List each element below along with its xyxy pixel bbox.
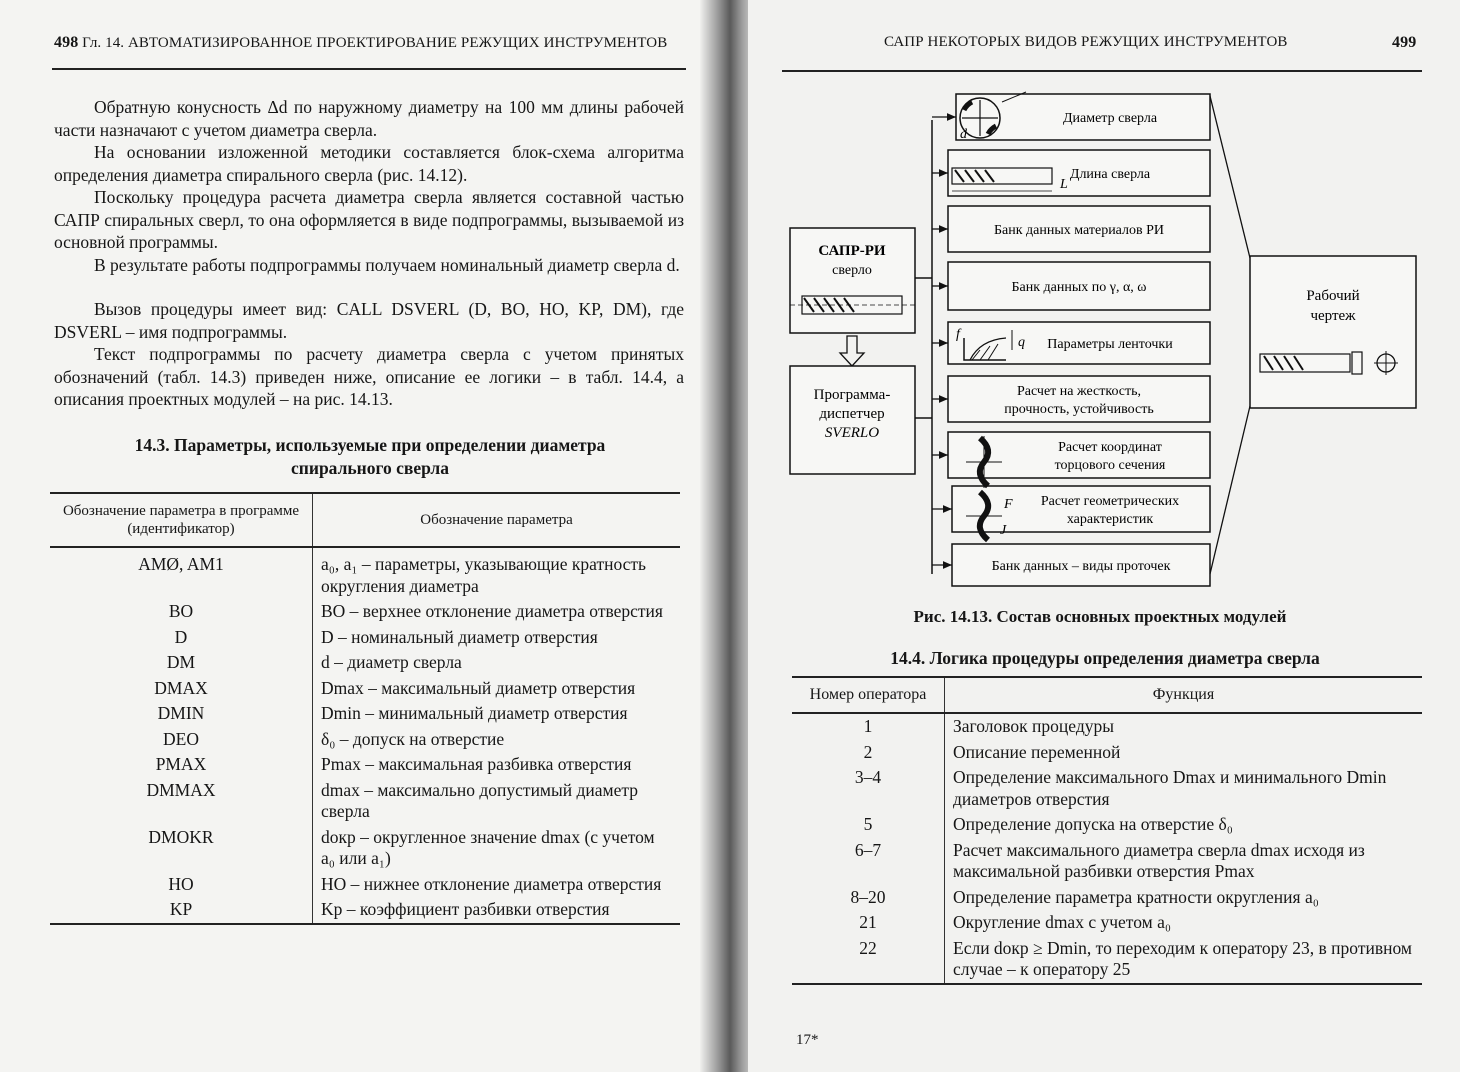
param-id: DMMAX	[50, 778, 313, 825]
table-row	[50, 701, 680, 727]
parameters-table	[50, 492, 680, 925]
left-page	[0, 0, 712, 1072]
table-row	[792, 910, 1422, 936]
operator-function: Определение параметра кратности округления a₀	[953, 886, 1319, 907]
down-arrow-icon	[840, 336, 864, 366]
header-rule	[782, 70, 1422, 72]
param-id: KP	[50, 897, 313, 924]
table-row	[792, 713, 1422, 740]
param-id: AMØ, AM1	[50, 547, 313, 599]
operator-number: 5	[792, 812, 945, 838]
table-row	[792, 885, 1422, 911]
param-description: d – диаметр сверла	[321, 652, 462, 672]
table-row	[792, 812, 1422, 838]
converge-line	[1210, 96, 1250, 574]
param-description: Pmax – максимальная разбивка отверстия	[321, 754, 632, 774]
module-label: Расчет геометрических характеристик	[1040, 494, 1180, 527]
dispatcher-label: диспетчер	[819, 406, 885, 422]
module-label: Длина сверла	[1069, 167, 1151, 182]
operator-function: Определение допуска на отверстие δ₀	[953, 814, 1233, 834]
left-running-header	[54, 34, 667, 52]
label-f: f	[956, 327, 960, 342]
sapr-label: САПР-РИ	[818, 243, 886, 259]
param-id: DMIN	[50, 701, 313, 727]
paragraph: Обратную конусность Δd по наружному диаметру на 100 мм длины рабочей части назначают с учетом диаметра сверла.	[54, 97, 684, 140]
param-description: dmax – максимально допустимый диаметр сверла	[321, 779, 638, 821]
table-row	[792, 740, 1422, 766]
param-id: PMAX	[50, 752, 313, 778]
paragraph: Текст подпрограммы по расчету диаметра сверла с учетом принятых обозначений (табл. 14.3) приведен ниже, описание ее логики – в табл. 14.4, а описания проектных модулей – на рис. 14.13.	[54, 344, 684, 409]
operator-function: Расчет максимального диаметра сверла dmax исходя из максимальной разбивки отверстия Pmax	[953, 839, 1365, 881]
dispatcher-label: SVERLO	[824, 425, 880, 441]
table-header: Обозначение параметра	[313, 493, 681, 547]
operator-function: Округление dmax с учетом a₀	[953, 912, 1171, 932]
operator-function: Заголовок процедуры	[953, 716, 1114, 736]
module-label: Банк данных по γ, α, ω	[1011, 280, 1147, 295]
param-id: D	[50, 625, 313, 651]
module-label: Банк данных материалов РИ	[993, 223, 1165, 238]
paragraph: Поскольку процедура расчета диаметра сверла является составной частью САПР спиральных сверл, то она оформляется в виде подпрограммы, вызываемой из основной программы.	[54, 187, 684, 252]
page-number-right: 499	[1392, 34, 1417, 51]
page-number-right-wrap	[1392, 34, 1416, 52]
module-label: Расчет на жесткость, прочность, устойчивость	[1004, 384, 1154, 417]
param-description: δ₀ – допуск на отверстие	[321, 728, 505, 749]
label-L: L	[1060, 177, 1068, 192]
paragraph: На основании изложенной методики составляется блок-схема алгоритма определения диаметра спирального сверла (рис. 14.12).	[54, 142, 684, 185]
page-footer-signature: 17*	[796, 1032, 819, 1048]
table-row	[50, 650, 680, 676]
operator-function: Если dокр ≥ Dmin, то переходим к оператору 23, в противном случае – к оператору 25	[953, 937, 1412, 979]
operator-number: 8–20	[792, 885, 945, 911]
operator-number: 21	[792, 910, 945, 936]
right-running-header	[884, 34, 1288, 51]
drawing-label: чертеж	[1310, 308, 1356, 324]
table-header: Функция	[945, 677, 1423, 713]
param-description: HO – нижнее отклонение диаметра отверстия	[321, 873, 662, 894]
table-row	[50, 547, 680, 599]
param-description: a₀, a₁ – параметры, указывающие кратность округления диаметра	[321, 554, 647, 596]
figure-caption: Рис. 14.13. Состав основных проектных модулей	[913, 607, 1287, 626]
param-description: Dmax – максимальный диаметр отверстия	[321, 677, 636, 698]
table-header: Номер оператора	[792, 677, 945, 713]
param-id: DM	[50, 650, 313, 676]
table-row	[50, 872, 680, 898]
label-J: J	[1000, 523, 1007, 538]
label-d: d	[960, 127, 967, 142]
operator-number: 3–4	[792, 765, 945, 812]
dispatcher-label: Программа-	[813, 387, 891, 403]
param-id: BO	[50, 599, 313, 625]
table-row	[50, 825, 680, 872]
table-row	[792, 838, 1422, 885]
param-id: DMOKR	[50, 825, 313, 872]
paragraph: Вызов процедуры имеет вид: CALL DSVERL (D, BO, HO, KP, DM), где DSVERL – имя подпрограммы.	[54, 299, 684, 342]
param-id: DEO	[50, 727, 313, 753]
operator-function: Описание переменной	[953, 741, 1121, 762]
label-q: q	[1018, 335, 1025, 350]
param-id: HO	[50, 872, 313, 898]
param-id: DMAX	[50, 676, 313, 702]
table-row	[50, 778, 680, 825]
drawing-box	[1250, 256, 1416, 408]
operator-number: 2	[792, 740, 945, 766]
chapter-title: Гл. 14. АВТОМАТИЗИРОВАННОЕ ПРОЕКТИРОВАНИЕ РЕЖУЩИХ ИНСТРУМЕНТОВ	[82, 35, 668, 51]
param-description: Dmin – минимальный диаметр отверстия	[321, 703, 628, 723]
table-header: Обозначение параметра в программе (идентификатор)	[50, 493, 313, 547]
module-label: Расчет координат торцового сечения	[1054, 440, 1166, 473]
operator-number: 1	[792, 713, 945, 740]
param-description: Kр – коэффициент разбивки отверстия	[321, 899, 610, 919]
table-row	[50, 676, 680, 702]
param-description: BO – верхнее отклонение диаметра отверстия	[321, 601, 663, 621]
section-title: САПР НЕКОТОРЫХ ВИДОВ РЕЖУЩИХ ИНСТРУМЕНТОВ	[884, 34, 1288, 50]
page-number-left: 498	[54, 34, 79, 51]
table-row	[792, 936, 1422, 984]
header-rule	[52, 68, 686, 70]
table-row	[792, 765, 1422, 812]
operator-function: Определение максимального Dmax и минимального Dmin диаметров отверстия	[953, 767, 1387, 809]
module-diagram	[780, 88, 1420, 588]
module-label: Диаметр сверла	[1062, 111, 1158, 126]
table-row	[50, 599, 680, 625]
label-F: F	[1004, 497, 1013, 512]
table-caption: 14.4. Логика процедуры определения диаметра сверла	[890, 648, 1320, 668]
param-description: dокр – округленное значение dmax (с учетом a₀ или a₁)	[321, 826, 655, 868]
table-caption: 14.3. Параметры, используемые при определении диаметра спирального сверла	[134, 435, 606, 478]
logic-table	[792, 676, 1422, 985]
table-row	[50, 752, 680, 778]
operator-number: 6–7	[792, 838, 945, 885]
table-row	[50, 727, 680, 753]
drawing-label: Рабочий	[1306, 288, 1360, 304]
module-label: Банк данных – виды проточек	[991, 559, 1171, 574]
param-description: D – номинальный диаметр отверстия	[321, 626, 598, 647]
table-row	[50, 897, 680, 924]
table-row	[50, 625, 680, 651]
operator-number: 22	[792, 936, 945, 984]
sapr-label: сверло	[832, 263, 872, 278]
module-label: Параметры ленточки	[1047, 337, 1173, 352]
paragraph: В результате работы подпрограммы получаем номинальный диаметр сверла d.	[94, 255, 680, 275]
